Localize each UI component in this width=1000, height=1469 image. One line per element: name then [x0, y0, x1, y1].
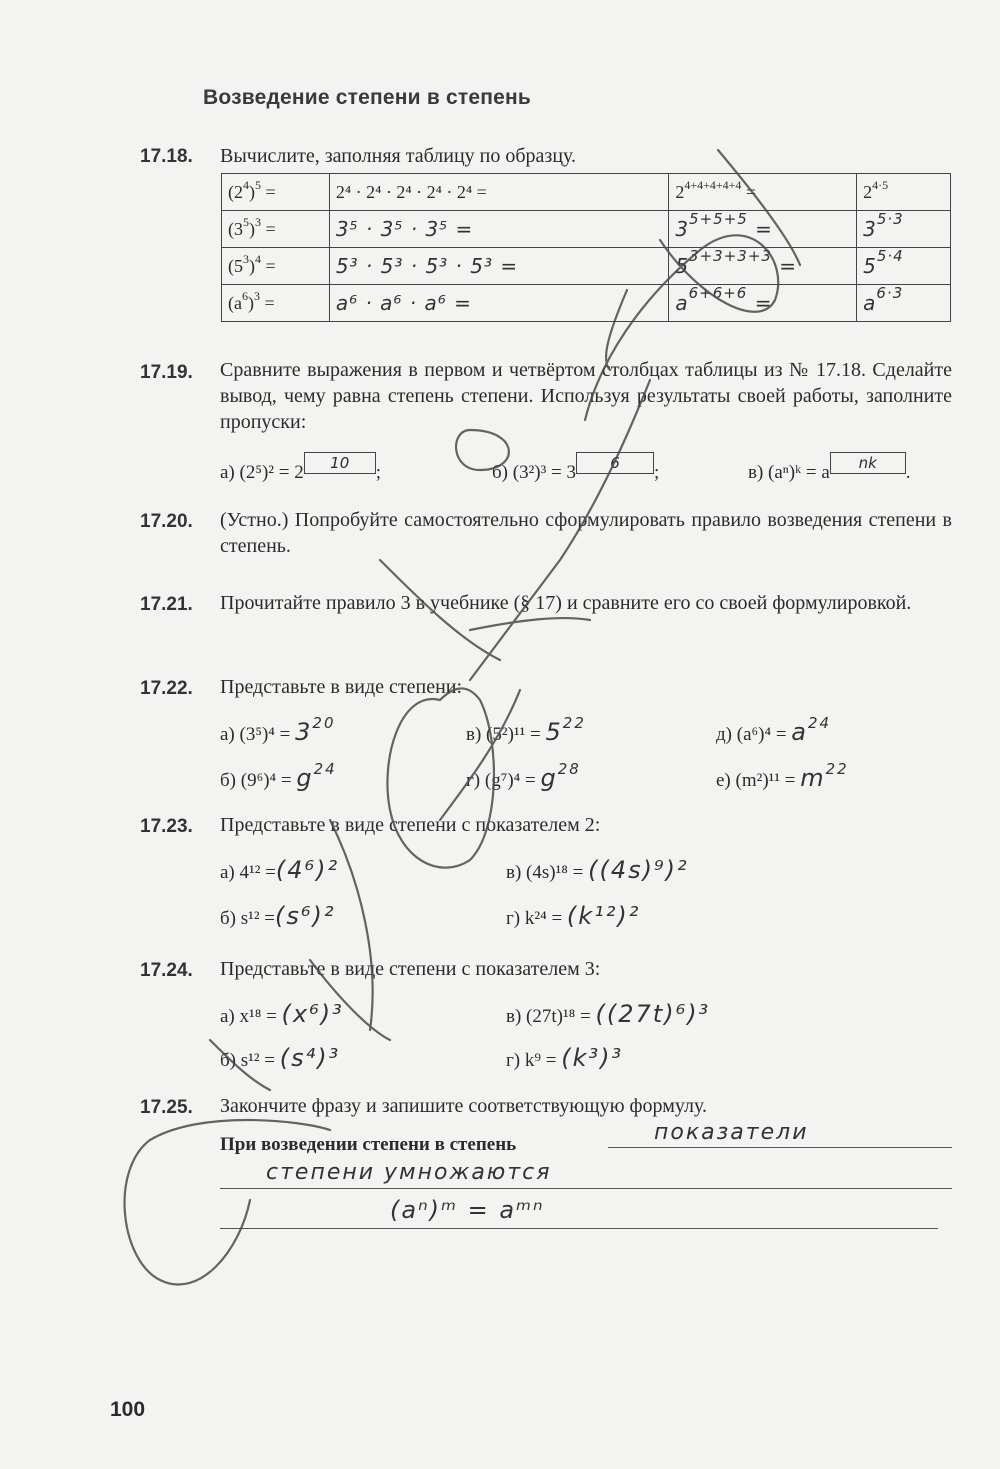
item-b: б) s¹² = (s⁴)³: [220, 1044, 341, 1072]
handwritten-answer: (s⁴)³: [279, 1044, 341, 1072]
task-number: 17.25.: [140, 1097, 193, 1118]
task-text: Закончите фразу и запишите соответствующую формулу.: [220, 1095, 707, 1117]
handwritten-answer: (x⁶)³: [281, 1000, 344, 1028]
handwritten-answer: (k³)³: [561, 1044, 624, 1072]
cell-sum-exponent[interactable]: $a^{6+6+6}$ =: [669, 285, 857, 322]
cell-power[interactable]: $5^{5\cdot 4}$: [857, 248, 951, 285]
cell-expression: $(3^5)^3$ =: [222, 211, 330, 248]
cell-sum-exponent[interactable]: $5^{3+3+3+3}$ =: [669, 248, 857, 285]
handwritten-answer: ((4s)⁹)²: [588, 856, 689, 884]
handwritten-answer: $5^{22}$: [545, 714, 586, 746]
cell-expression: $(a^6)^3$ =: [222, 285, 330, 322]
cell-product[interactable]: 2⁴ · 2⁴ · 2⁴ · 2⁴ · 2⁴ =: [329, 174, 668, 211]
item-g: г) $(g^7)^4 = g^{28}$: [466, 760, 581, 792]
exercise-table: [221, 173, 951, 322]
cell-power[interactable]: $a^{6\cdot 3}$: [857, 285, 951, 322]
phrase-lead: При возведении степени в степень: [220, 1134, 517, 1155]
handwritten-answer: $3^{20}$: [295, 714, 336, 746]
section-heading: Возведение степени в степень: [203, 86, 531, 109]
handwritten-answer: $m^{22}$: [800, 760, 849, 792]
handwritten-formula: (aⁿ)ᵐ = aᵐⁿ: [390, 1196, 545, 1224]
table-row: [222, 285, 951, 322]
handwritten-answer: $g^{24}$: [296, 760, 337, 792]
task-text: Прочитайте правило 3 в учебнике (§ 17) и сравните его со своей формулировкой.: [220, 592, 912, 614]
item-v: в) (4s)¹⁸ = ((4s)⁹)²: [506, 856, 689, 884]
handwritten-answer: (s⁶)²: [275, 902, 336, 930]
cell-power[interactable]: $3^{5\cdot 3}$: [857, 211, 951, 248]
table-row: [222, 211, 951, 248]
handwritten-answer: степени умножаются: [266, 1160, 552, 1185]
task-number: 17.24.: [140, 960, 193, 981]
cell-expression: $(5^3)^4$ =: [222, 248, 330, 285]
cell-expression: $(2^4)^5$ =: [222, 174, 330, 211]
task-text: Вычислите, заполняя таблицу по образцу.: [220, 145, 577, 167]
item-a: а) x¹⁸ = (x⁶)³: [220, 1000, 344, 1028]
handwritten-answer: (k¹²)²: [566, 902, 641, 930]
item-e: е) $(m^2)^{11} = m^{22}$: [716, 760, 849, 792]
table-row: [222, 248, 951, 285]
handwritten-answer: $g^{28}$: [540, 760, 581, 792]
answer-c: в) (aⁿ)ᵏ = a nk .: [748, 454, 911, 483]
task-text: (Устно.) Попробуйте самостоятельно сформулировать правило возведения степени в степень.: [220, 509, 952, 557]
item-d: д) $(a^6)^4 = a^{24}$: [716, 714, 832, 746]
answer-line[interactable]: [220, 1228, 938, 1229]
item-a: а) 4¹² =(4⁶)²: [220, 856, 340, 884]
task-number: 17.19.: [140, 362, 193, 383]
task-text: Представьте в виде степени:: [220, 676, 463, 698]
handwritten-answer: (4⁶)²: [275, 856, 340, 884]
answer-box[interactable]: nk: [830, 452, 906, 474]
task-number: 17.22.: [140, 678, 193, 699]
handwritten-answer: показатели: [654, 1120, 809, 1145]
table-row: [222, 174, 951, 211]
answer-a: а) (2⁵)² = 2 10 ;: [220, 454, 381, 483]
task-text: Сравните выражения в первом и четвёртом столбцах таблицы из № 17.18. Сделайте вывод, чему равна степень степени. Используя результаты своей работы, заполните пропуски:: [220, 359, 952, 433]
cell-power[interactable]: $2^{4\cdot 5}$: [857, 174, 951, 211]
answer-b: б) (3²)³ = 3 6 ;: [492, 454, 660, 483]
cell-product[interactable]: 3⁵ · 3⁵ · 3⁵ =: [329, 211, 668, 248]
cell-sum-exponent[interactable]: $3^{5+5+5}$ =: [669, 211, 857, 248]
item-v: в) $(5^2)^{11} = 5^{22}$: [466, 714, 586, 746]
task-number: 17.23.: [140, 816, 193, 837]
handwritten-answer: $a^{24}$: [791, 714, 832, 746]
cell-product[interactable]: a⁶ · a⁶ · a⁶ =: [329, 285, 668, 322]
answer-box[interactable]: 6: [576, 452, 654, 474]
answer-line[interactable]: [608, 1147, 952, 1148]
item-g: г) k²⁴ = (k¹²)²: [506, 902, 641, 930]
task-number: 17.18.: [140, 146, 193, 167]
task-number: 17.20.: [140, 511, 193, 532]
cell-sum-exponent[interactable]: $2^{4+4+4+4+4}$ =: [669, 174, 857, 211]
answer-line[interactable]: [220, 1188, 952, 1189]
task-number: 17.21.: [140, 594, 193, 615]
handwritten-answer: ((27t)⁶)³: [595, 1000, 711, 1028]
task-text: Представьте в виде степени с показателем 2:: [220, 814, 601, 836]
item-v: в) (27t)¹⁸ = ((27t)⁶)³: [506, 1000, 711, 1028]
page-number: 100: [110, 1398, 146, 1421]
item-g: г) k⁹ = (k³)³: [506, 1044, 624, 1072]
item-b: б) s¹² =(s⁶)²: [220, 902, 336, 930]
item-b: б) $(9^6)^4 = g^{24}$: [220, 760, 337, 792]
task-text: Представьте в виде степени с показателем 3:: [220, 958, 601, 980]
cell-product[interactable]: 5³ · 5³ · 5³ · 5³ =: [329, 248, 668, 285]
answer-box[interactable]: 10: [304, 452, 376, 474]
item-a: а) $(3^5)^4 = 3^{20}$: [220, 714, 336, 746]
